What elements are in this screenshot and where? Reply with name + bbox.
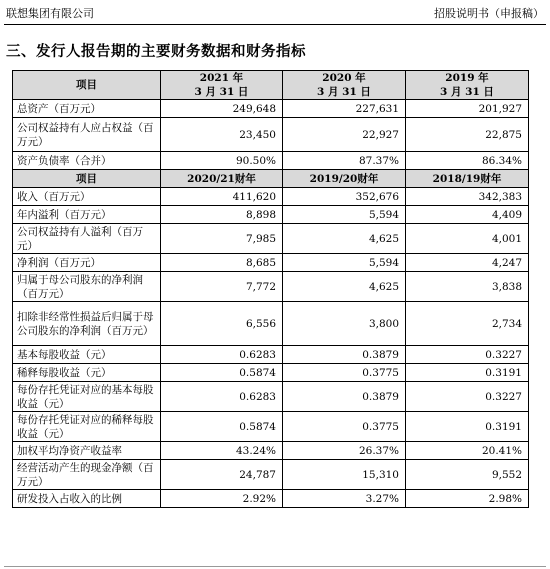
value-cell: 22,927 <box>283 118 406 152</box>
row-label: 加权平均净资产收益率 <box>13 442 161 460</box>
table1-header-cell: 2019 年 3 月 31 日 <box>406 71 529 100</box>
row-label: 净利润（百万元） <box>13 254 161 272</box>
table-row <box>13 224 529 254</box>
row-label: 收入（百万元） <box>13 188 161 206</box>
table-row <box>13 382 529 412</box>
row-label: 归属于母公司股东的净利润（百万元） <box>13 272 161 302</box>
table-row <box>13 118 529 152</box>
value-cell: 2.92% <box>161 490 283 508</box>
value-cell: 5,594 <box>283 254 406 272</box>
value-cell: 2.98% <box>406 490 529 508</box>
table1-header-row <box>13 71 529 100</box>
row-label: 扣除非经常性损益后归属于母公司股东的净利润（百万元） <box>13 302 161 346</box>
value-cell: 3,838 <box>406 272 529 302</box>
value-cell: 249,648 <box>161 100 283 118</box>
value-cell: 0.3227 <box>406 346 529 364</box>
row-label: 资产负债率（合并） <box>13 152 161 170</box>
value-cell: 23,450 <box>161 118 283 152</box>
company-name: 联想集团有限公司 <box>6 7 94 20</box>
value-cell: 342,383 <box>406 188 529 206</box>
value-cell: 4,409 <box>406 206 529 224</box>
row-label: 公司权益持有人溢利（百万元） <box>13 224 161 254</box>
row-label: 每份存托凭证对应的基本每股收益（元） <box>13 382 161 412</box>
value-cell: 26.37% <box>283 442 406 460</box>
value-cell: 7,985 <box>161 224 283 254</box>
table-row <box>13 412 529 442</box>
table2-header-cell: 2019/20财年 <box>283 170 406 188</box>
value-cell: 0.3775 <box>283 364 406 382</box>
table-row <box>13 100 529 118</box>
page-header <box>4 6 546 22</box>
table-row <box>13 152 529 170</box>
value-cell: 3.27% <box>283 490 406 508</box>
value-cell: 3,800 <box>283 302 406 346</box>
value-cell: 20.41% <box>406 442 529 460</box>
financial-table <box>12 70 529 508</box>
value-cell: 352,676 <box>283 188 406 206</box>
value-cell: 4,625 <box>283 224 406 254</box>
table-row <box>13 206 529 224</box>
table1-header-cell: 2021 年 3 月 31 日 <box>161 71 283 100</box>
value-cell: 4,001 <box>406 224 529 254</box>
value-cell: 86.34% <box>406 152 529 170</box>
value-cell: 0.3879 <box>283 346 406 364</box>
value-cell: 15,310 <box>283 460 406 490</box>
table2-header-cell: 项目 <box>13 170 161 188</box>
value-cell: 8,898 <box>161 206 283 224</box>
table-row <box>13 460 529 490</box>
table1-header-cell: 2020 年 3 月 31 日 <box>283 71 406 100</box>
value-cell: 411,620 <box>161 188 283 206</box>
value-cell: 4,625 <box>283 272 406 302</box>
table-row <box>13 302 529 346</box>
row-label: 每份存托凭证对应的稀释每股收益（元） <box>13 412 161 442</box>
table-row <box>13 272 529 302</box>
value-cell: 0.3775 <box>283 412 406 442</box>
row-label: 稀释每股收益（元） <box>13 364 161 382</box>
value-cell: 0.6283 <box>161 382 283 412</box>
value-cell: 90.50% <box>161 152 283 170</box>
table-row <box>13 188 529 206</box>
value-cell: 24,787 <box>161 460 283 490</box>
value-cell: 0.3191 <box>406 364 529 382</box>
row-label: 研发投入占收入的比例 <box>13 490 161 508</box>
row-label: 总资产（百万元） <box>13 100 161 118</box>
table2-header-cell: 2020/21财年 <box>161 170 283 188</box>
value-cell: 22,875 <box>406 118 529 152</box>
value-cell: 2,734 <box>406 302 529 346</box>
footer-divider <box>4 566 546 567</box>
value-cell: 0.3227 <box>406 382 529 412</box>
value-cell: 8,685 <box>161 254 283 272</box>
row-label: 基本每股收益（元） <box>13 346 161 364</box>
value-cell: 0.6283 <box>161 346 283 364</box>
document-name: 招股说明书（申报稿） <box>434 7 544 20</box>
table1-header-cell: 项目 <box>13 71 161 100</box>
value-cell: 0.3879 <box>283 382 406 412</box>
value-cell: 0.5874 <box>161 412 283 442</box>
value-cell: 9,552 <box>406 460 529 490</box>
value-cell: 43.24% <box>161 442 283 460</box>
value-cell: 0.3191 <box>406 412 529 442</box>
table-row <box>13 442 529 460</box>
row-label: 经营活动产生的现金净额（百万元） <box>13 460 161 490</box>
table-row <box>13 490 529 508</box>
table-row <box>13 254 529 272</box>
section-title: 三、发行人报告期的主要财务数据和财务指标 <box>6 44 306 60</box>
value-cell: 227,631 <box>283 100 406 118</box>
header-divider <box>4 24 546 25</box>
row-label: 公司权益持有人应占权益（百万元） <box>13 118 161 152</box>
row-label: 年内溢利（百万元） <box>13 206 161 224</box>
value-cell: 7,772 <box>161 272 283 302</box>
value-cell: 6,556 <box>161 302 283 346</box>
table-row <box>13 364 529 382</box>
value-cell: 4,247 <box>406 254 529 272</box>
value-cell: 201,927 <box>406 100 529 118</box>
table2-header-cell: 2018/19财年 <box>406 170 529 188</box>
table2-header-row <box>13 170 529 188</box>
value-cell: 5,594 <box>283 206 406 224</box>
value-cell: 87.37% <box>283 152 406 170</box>
value-cell: 0.5874 <box>161 364 283 382</box>
table-row <box>13 346 529 364</box>
